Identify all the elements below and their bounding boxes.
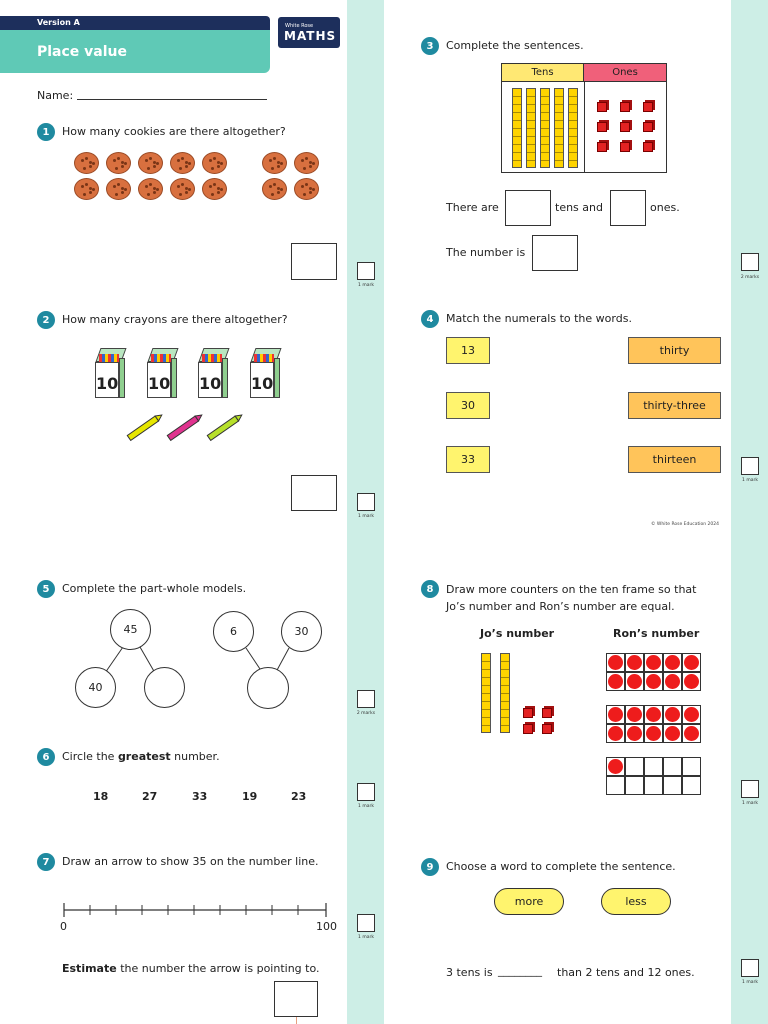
counter <box>646 707 661 722</box>
question-3-mark-label: 2 marks <box>740 275 760 280</box>
name-line[interactable] <box>77 99 267 100</box>
ten-frame-cell[interactable] <box>625 653 644 672</box>
question-9-number: 9 <box>421 858 439 876</box>
question-1-text: How many cookies are there altogether? <box>62 125 286 138</box>
cookie <box>294 178 319 200</box>
ron-label: Ron’s number <box>613 627 700 640</box>
estimate-rest: the number the arrow is pointing to. <box>116 962 320 975</box>
model-1-empty-part-circle[interactable] <box>144 667 185 708</box>
question-6-mark-label: 1 mark <box>358 804 374 809</box>
question-5-number: 5 <box>37 580 55 598</box>
question-1-mark-label: 1 mark <box>358 283 374 288</box>
ten-frame-cell[interactable] <box>644 724 663 743</box>
question-6-number: 6 <box>37 748 55 766</box>
counter <box>627 655 642 670</box>
cookie <box>202 152 227 174</box>
estimate-bold: Estimate <box>62 962 117 975</box>
word-card[interactable]: thirty <box>628 337 721 364</box>
crayon-box-label: 10 <box>251 374 274 393</box>
ten-frame-cell[interactable] <box>625 672 644 691</box>
cookie <box>294 152 319 174</box>
ten-frame-cell[interactable] <box>663 653 682 672</box>
question-9-text: Choose a word to complete the sentence. <box>446 860 676 873</box>
question-5-mark-label: 2 marks <box>356 711 376 716</box>
name-label: Name: <box>37 89 74 102</box>
question-7-number: 7 <box>37 853 55 871</box>
question-3-mark-box[interactable] <box>741 253 759 271</box>
number-answer-box[interactable] <box>532 235 578 271</box>
jo-ten-rod <box>481 653 491 733</box>
ten-rod <box>554 88 564 168</box>
question-8-text-line2: Jo’s number and Ron’s number are equal. <box>446 600 675 613</box>
question-4-number: 4 <box>421 310 439 328</box>
counter <box>684 674 699 689</box>
number-option[interactable]: 23 <box>291 790 307 803</box>
q6-text-bold: greatest <box>117 750 171 763</box>
q6-text-post: number. <box>170 750 220 763</box>
number-option[interactable]: 27 <box>142 790 158 803</box>
ten-rod <box>512 88 522 168</box>
version-label: Version A <box>37 18 80 27</box>
ten-frame-cell[interactable] <box>625 724 644 743</box>
ten-frame-cell-empty[interactable] <box>682 776 701 795</box>
ten-frame-cell-empty[interactable] <box>663 757 682 776</box>
numeral-card[interactable]: 13 <box>446 337 490 364</box>
counter <box>608 674 623 689</box>
question-8-mark-label: 1 mark <box>742 801 758 806</box>
model-2-part-circle: 6 <box>213 611 254 652</box>
model-2-part-circle: 30 <box>281 611 322 652</box>
tens-header: Tens <box>502 64 584 82</box>
q9-sentence-b: than 2 tens and 12 ones. <box>557 966 695 979</box>
ten-rod <box>540 88 550 168</box>
crayon-box <box>93 348 129 400</box>
question-4-mark-box[interactable] <box>741 457 759 475</box>
question-3-number: 3 <box>421 37 439 55</box>
counter <box>665 674 680 689</box>
left-margin-strip <box>347 0 384 1024</box>
question-7-estimate <box>62 962 320 975</box>
ten-frame-cell[interactable] <box>663 672 682 691</box>
question-7-answer-box[interactable] <box>274 981 318 1017</box>
q3-sentence1-a: There are <box>446 201 499 214</box>
counter <box>608 707 623 722</box>
counter <box>627 726 642 741</box>
question-8-mark-box[interactable] <box>741 780 759 798</box>
ten-frame-cell[interactable] <box>606 653 625 672</box>
unit-cube <box>620 122 630 132</box>
version-bar <box>0 16 270 30</box>
jo-unit-cube <box>523 724 533 734</box>
counter <box>684 707 699 722</box>
unit-cube <box>643 102 653 112</box>
question-1-mark-box[interactable] <box>357 262 375 280</box>
unit-cube <box>643 122 653 132</box>
question-7-mark-label: 1 mark <box>358 935 374 940</box>
ten-frame-cell-empty[interactable] <box>644 757 663 776</box>
ten-frame-cell[interactable] <box>682 724 701 743</box>
jo-unit-cube <box>542 708 552 718</box>
counter <box>646 726 661 741</box>
number-option[interactable]: 19 <box>242 790 258 803</box>
cookie <box>262 152 287 174</box>
jo-ten-rod <box>500 653 510 733</box>
question-2-number: 2 <box>37 311 55 329</box>
ten-frame-cell[interactable] <box>644 705 663 724</box>
ten-frame-cell[interactable] <box>663 724 682 743</box>
counter <box>608 726 623 741</box>
question-3-text: Complete the sentences. <box>446 39 584 52</box>
page-title: Place value <box>37 44 128 60</box>
ten-frame-cell[interactable] <box>682 653 701 672</box>
question-1-answer-box[interactable] <box>291 243 337 280</box>
question-2-mark-box[interactable] <box>357 493 375 511</box>
answer-tick <box>296 1017 297 1024</box>
crayon-box <box>145 348 181 400</box>
cookie <box>74 178 99 200</box>
question-2-text: How many crayons are there altogether? <box>62 313 288 326</box>
counter <box>627 707 642 722</box>
q6-text-pre: Circle the <box>62 750 118 763</box>
number-option[interactable]: 18 <box>93 790 109 803</box>
q3-sentence1-c: ones. <box>650 201 680 214</box>
crayon-box <box>196 348 232 400</box>
cookie <box>202 178 227 200</box>
q3-sentence1-b: tens and <box>555 201 603 214</box>
word-card[interactable]: thirty-three <box>628 392 721 419</box>
ten-frame-cell[interactable] <box>625 705 644 724</box>
ten-frame-cell[interactable] <box>606 705 625 724</box>
cookie <box>106 178 131 200</box>
ten-frame-cell-empty[interactable] <box>682 757 701 776</box>
jo-unit-cube <box>542 724 552 734</box>
ten-rod <box>568 88 578 168</box>
number-line-end: 100 <box>316 920 337 933</box>
q9-sentence-a: 3 tens is <box>446 966 493 979</box>
jo-unit-cube <box>523 708 533 718</box>
cookie <box>170 178 195 200</box>
crayon-box-label: 10 <box>148 374 171 393</box>
question-5-mark-box[interactable] <box>357 690 375 708</box>
ten-frame-cell[interactable] <box>606 724 625 743</box>
unit-cube <box>597 142 607 152</box>
crayon-yellow <box>127 413 163 441</box>
counter <box>665 726 680 741</box>
question-9-mark-label: 1 mark <box>742 980 758 985</box>
number-line[interactable] <box>60 900 335 920</box>
counter <box>646 655 661 670</box>
ten-frame-cell[interactable] <box>644 653 663 672</box>
question-1-number: 1 <box>37 123 55 141</box>
copyright-text: © White Rose Education 2024 <box>651 522 719 527</box>
ten-frame-cell[interactable] <box>644 672 663 691</box>
question-4-mark-label: 1 mark <box>742 478 758 483</box>
logo-main-text: MATHS <box>284 29 337 43</box>
question-4-text: Match the numerals to the words. <box>446 312 632 325</box>
q3-sentence2: The number is <box>446 246 526 259</box>
model-1-part-circle: 40 <box>75 667 116 708</box>
ten-frame-cell[interactable] <box>606 672 625 691</box>
unit-cube <box>597 122 607 132</box>
q9-sentence-blank[interactable]: ________ <box>498 964 542 977</box>
crayon-lime <box>207 413 243 441</box>
question-7-mark-box[interactable] <box>357 914 375 932</box>
ones-answer-box[interactable] <box>610 190 646 226</box>
counter <box>627 674 642 689</box>
crayon-box <box>248 348 284 400</box>
counter <box>665 655 680 670</box>
question-6-text <box>62 750 220 763</box>
ten-frame-cell[interactable] <box>682 705 701 724</box>
number-line-start: 0 <box>60 920 67 933</box>
ten-frame-cell[interactable] <box>663 705 682 724</box>
tens-answer-box[interactable] <box>505 190 551 226</box>
white-rose-logo <box>278 17 340 48</box>
crayon-box-label: 10 <box>199 374 222 393</box>
ten-frame-cell-empty[interactable] <box>625 776 644 795</box>
ones-header: Ones <box>584 64 666 82</box>
cookie <box>138 178 163 200</box>
question-9-mark-box[interactable] <box>741 959 759 977</box>
title-banner <box>0 30 270 73</box>
unit-cube <box>643 142 653 152</box>
question-2-mark-label: 1 mark <box>358 514 374 519</box>
ten-frame-cell[interactable] <box>682 672 701 691</box>
option-more-button[interactable]: more <box>494 888 564 915</box>
cookie <box>138 152 163 174</box>
crayon-pink <box>167 413 203 441</box>
ten-frame-cell-empty[interactable] <box>663 776 682 795</box>
logo-top-text: White Rose <box>285 23 314 29</box>
ten-frame-cell-empty[interactable] <box>625 757 644 776</box>
counter <box>646 674 661 689</box>
right-margin-strip <box>731 0 768 1024</box>
numeral-card[interactable]: 33 <box>446 446 490 473</box>
unit-cube <box>620 142 630 152</box>
loose-crayons <box>125 412 245 444</box>
model-2-empty-whole-circle[interactable] <box>247 667 289 709</box>
numeral-card[interactable]: 30 <box>446 392 490 419</box>
counter <box>608 759 623 774</box>
ten-frame-cell-empty[interactable] <box>644 776 663 795</box>
unit-cube <box>597 102 607 112</box>
counter <box>665 707 680 722</box>
jo-label: Jo’s number <box>480 627 555 640</box>
cookie <box>170 152 195 174</box>
unit-cube <box>620 102 630 112</box>
number-option[interactable]: 33 <box>192 790 208 803</box>
cookie <box>74 152 99 174</box>
question-8-number: 8 <box>421 580 439 598</box>
question-7-text: Draw an arrow to show 35 on the number line. <box>62 855 319 868</box>
option-less-button[interactable]: less <box>601 888 671 915</box>
counter <box>684 726 699 741</box>
model-1-whole-circle: 45 <box>110 609 151 650</box>
ten-frame-cell[interactable] <box>606 757 625 776</box>
ten-frame-cell-empty[interactable] <box>606 776 625 795</box>
place-value-chart <box>501 63 667 173</box>
word-card[interactable]: thirteen <box>628 446 721 473</box>
ten-rod <box>526 88 536 168</box>
question-6-mark-box[interactable] <box>357 783 375 801</box>
counter <box>684 655 699 670</box>
cookie <box>106 152 131 174</box>
crayon-box-label: 10 <box>96 374 119 393</box>
cookie <box>262 178 287 200</box>
counter <box>608 655 623 670</box>
question-8-text-line1: Draw more counters on the ten frame so that <box>446 583 697 596</box>
question-5-text: Complete the part-whole models. <box>62 582 247 595</box>
question-2-answer-box[interactable] <box>291 475 337 511</box>
